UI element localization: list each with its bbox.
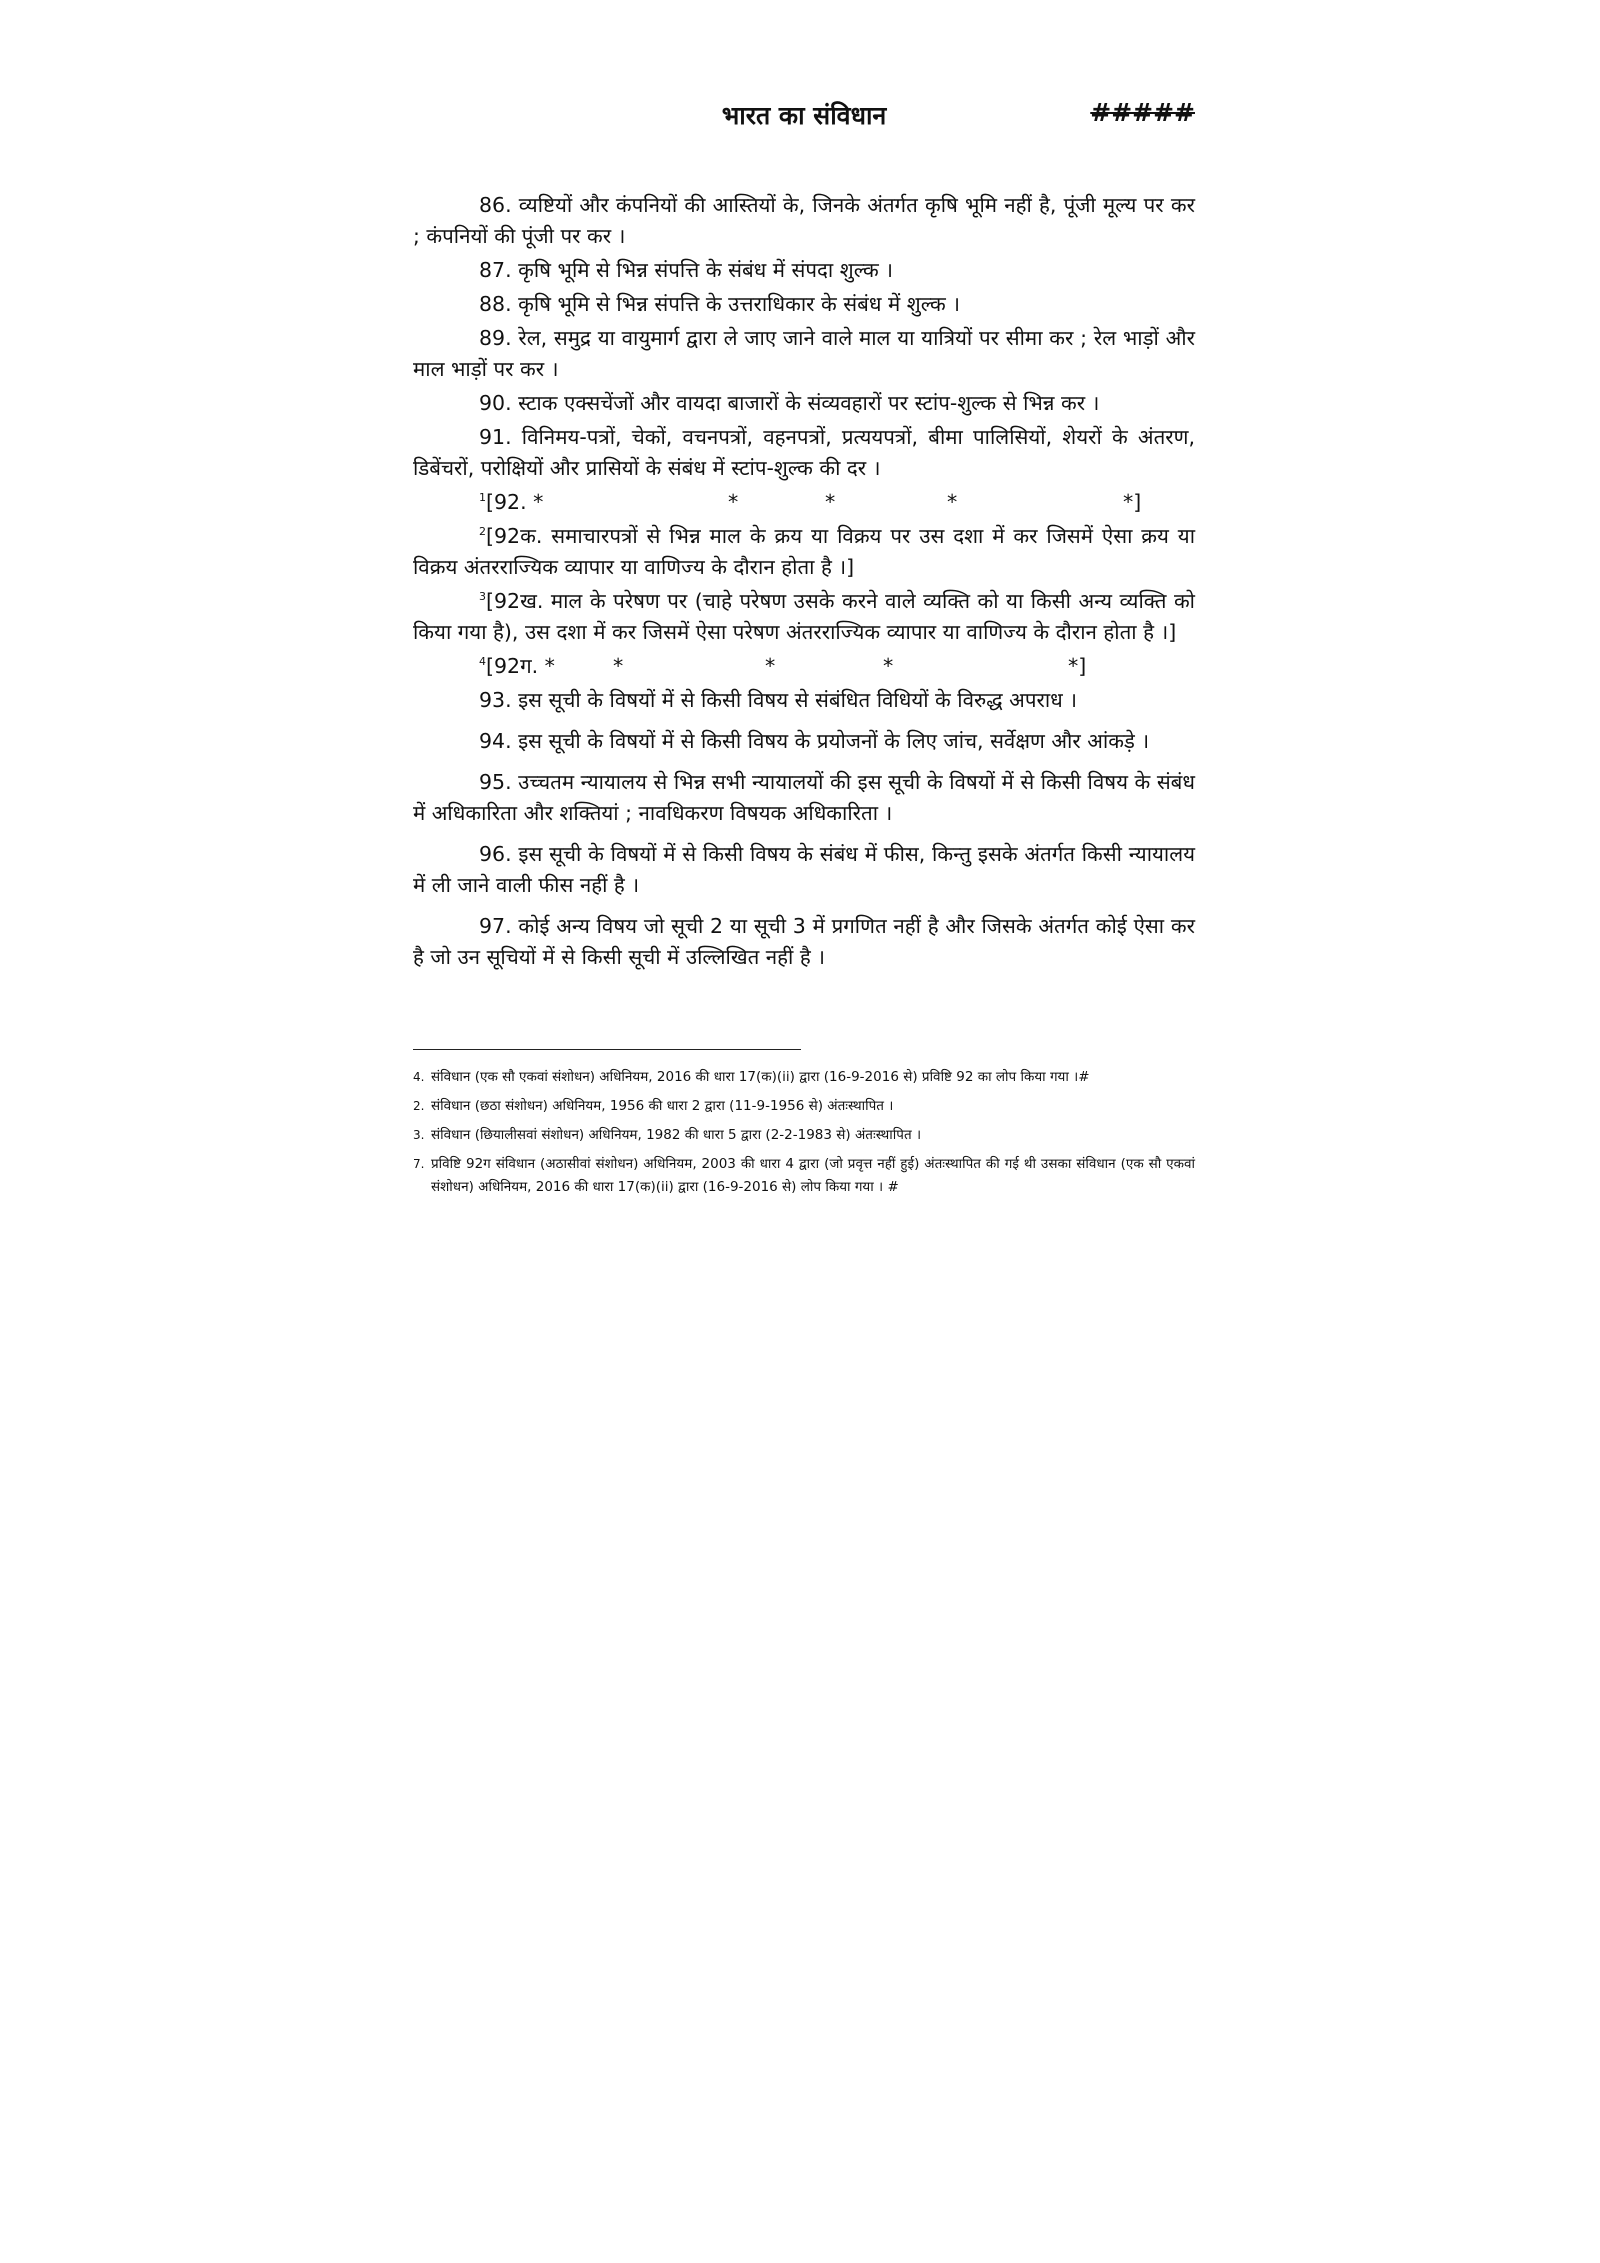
entry-92-omitted — [413, 487, 1195, 518]
footnote-item — [413, 1066, 1195, 1089]
footnote-text: प्रविष्टि 92ग संविधान (अठासीवां संशोधन) अधिनियम, 2003 की धारा 4 द्वारा (जो प्रवृत्त नहीं हुई) अंतःस्थापित की गई थी उसका संविधान (एक सौ एकवां संशोधन) अधिनियम, 2016 की धारा 17(क)(ii) द्वारा (16-9-2016 से) लोप किया गया । # — [431, 1156, 1195, 1195]
entry-88: 88. कृषि भूमि से भिन्न संपत्ति के उत्तराधिकार के संबंध में शुल्क । — [479, 292, 960, 316]
entry-92ka — [413, 521, 1195, 583]
entry-95: 95. उच्चतम न्यायालय से भिन्न सभी न्यायालयों की इस सूची के विषयों में से किसी विषय के संबंध में अधिकारिता और शक्तियां ; नावधिकरण विषयक अधिकारिता । — [413, 770, 1195, 825]
footnote-item — [413, 1095, 1195, 1118]
entry-90: 90. स्टाक एक्सचेंजों और वायदा बाजारों के संव्यवहारों पर स्टांप-शुल्क से भिन्न कर । — [479, 391, 1100, 415]
entry-92kha-text: [92ख. माल के परेषण पर (चाहे परेषण उसके करने वाले व्यक्ति को या किसी अन्य व्यक्ति को किया गया है), उस दशा में कर जिसमें ऐसा परेषण अंतरराज्यिक व्यापार या वाणिज्य के दौरान होता है ।] — [413, 589, 1195, 644]
omission-star: * — [765, 654, 776, 678]
entry-86: 86. व्यष्टियों और कंपनियों की आस्तियों के, जिनके अंतर्गत कृषि भूमि नहीं है, पूंजी मूल्य पर कर ; कंपनियों की पूंजी पर कर । — [413, 193, 1195, 248]
entry-89: 89. रेल, समुद्र या वायुमार्ग द्वारा ले जाए जाने वाले माल या यात्रियों पर सीमा कर ; रेल भाड़ों और माल भाड़ों पर कर । — [413, 326, 1195, 381]
entry-93: 93. इस सूची के विषयों में से किसी विषय से संबंधित विधियों के विरुद्ध अपराध । — [479, 688, 1078, 712]
omission-star: * — [825, 490, 836, 514]
footnote-number: 2. — [413, 1099, 425, 1113]
footnote-number: 3. — [413, 1128, 425, 1142]
omission-end: *] — [1068, 654, 1087, 678]
list-body — [413, 190, 1195, 976]
entry-87: 87. कृषि भूमि से भिन्न संपत्ति के संबंध में संपदा शुल्क । — [479, 258, 893, 282]
omission-star: * — [947, 490, 958, 514]
footnote-divider — [413, 1049, 801, 1050]
footnote-marker: 4 — [479, 655, 486, 669]
entry-label: [92ग. * — [486, 654, 555, 678]
footnote-text: संविधान (छियालीसवां संशोधन) अधिनियम, 1982 की धारा 5 द्वारा (2-2-1983 से) अंतःस्थापित । — [431, 1127, 922, 1143]
omission-star: * — [613, 654, 624, 678]
omission-star: * — [883, 654, 894, 678]
page-header — [413, 98, 1195, 138]
footnote-item — [413, 1153, 1195, 1199]
footnote-marker: 1 — [479, 491, 486, 505]
entry-94: 94. इस सूची के विषयों में से किसी विषय के प्रयोजनों के लिए जांच, सर्वेक्षण और आंकड़े । — [479, 729, 1150, 753]
entry-97: 97. कोई अन्य विषय जो सूची 2 या सूची 3 में प्रगणित नहीं है और जिसके अंतर्गत कोई ऐसा कर है जो उन सूचियों में से किसी सूची में उल्लिखित नहीं है । — [413, 914, 1195, 969]
page-number: ##### — [1090, 98, 1195, 127]
omission-star: * — [728, 490, 739, 514]
footnote-text: संविधान (छठा संशोधन) अधिनियम, 1956 की धारा 2 द्वारा (11-9-1956 से) अंतःस्थापित । — [431, 1098, 894, 1114]
entry-92ka-text: [92क. समाचारपत्रों से भिन्न माल के क्रय या विक्रय पर उस दशा में कर जिसमें ऐसा क्रय या विक्रय अंतरराज्यिक व्यापार या वाणिज्य के दौरान होता है ।] — [413, 524, 1195, 579]
entry-96: 96. इस सूची के विषयों में से किसी विषय के संबंध में फीस, किन्तु इसके अंतर्गत किसी न्यायालय में ली जाने वाली फीस नहीं है । — [413, 842, 1195, 897]
footnote-text: संविधान (एक सौ एकवां संशोधन) अधिनियम, 2016 की धारा 17(क)(ii) द्वारा (16-9-2016 से) प्रविष्टि 92 का लोप किया गया ।# — [431, 1069, 1090, 1085]
entry-label: [92. * — [486, 490, 544, 514]
footnote-item — [413, 1124, 1195, 1147]
footnote-marker: 2 — [479, 525, 486, 539]
footnote-marker: 3 — [479, 590, 486, 604]
footnote-number: 4. — [413, 1070, 425, 1084]
entry-92ga-omitted — [413, 651, 1195, 682]
entry-91: 91. विनिमय-पत्रों, चेकों, वचनपत्रों, वहनपत्रों, प्रत्ययपत्रों, बीमा पालिसियों, शेयरों के अंतरण, डिबेंचरों, परोक्षियों और प्रासियों के संबंध में स्टांप-शुल्क की दर । — [413, 425, 1195, 480]
page-title: भारत का संविधान — [721, 101, 887, 130]
entry-92kha — [413, 586, 1195, 648]
omission-end: *] — [1123, 490, 1142, 514]
footnote-number: 7. — [413, 1157, 425, 1171]
footnotes — [413, 1066, 1195, 1205]
